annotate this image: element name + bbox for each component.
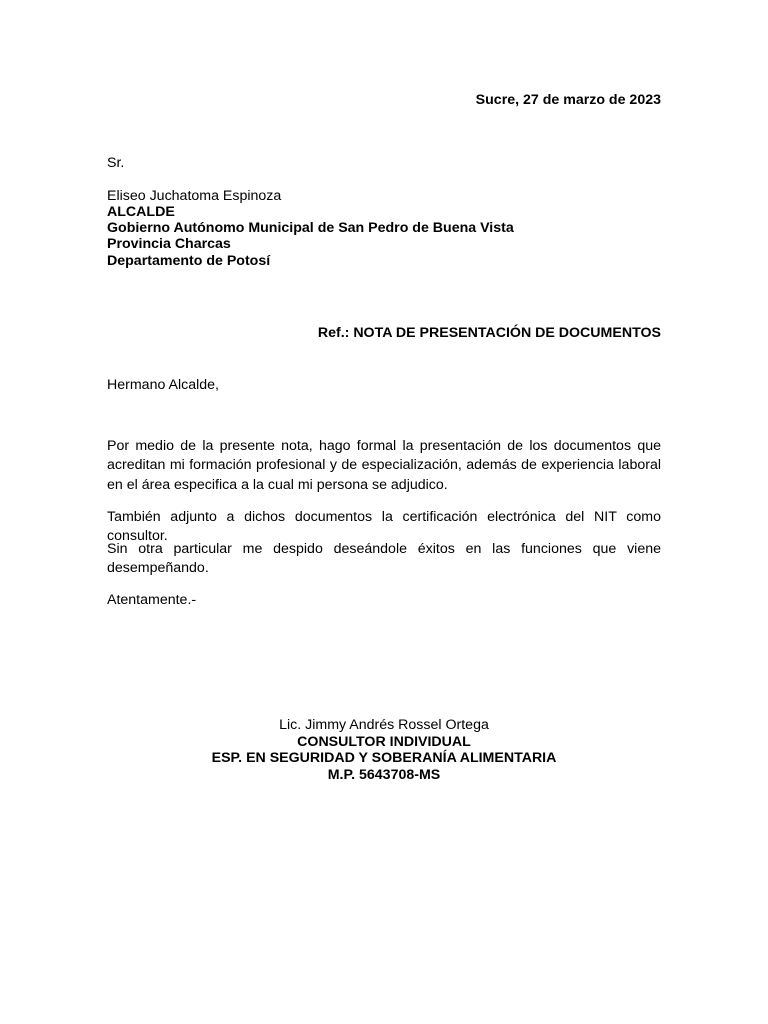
recipient-salutation-title: Sr. [107, 155, 125, 171]
signature-registration: M.P. 5643708-MS [327, 767, 441, 783]
closing: Atentamente.- [107, 592, 197, 608]
greeting: Hermano Alcalde, [107, 377, 219, 393]
body-paragraph-3: Sin otra particular me despido deseándole éxitos en las funciones que viene desempeñando. [107, 541, 661, 577]
recipient-position: ALCALDE [107, 204, 175, 220]
signature-name: Lic. Jimmy Andrés Rossel Ortega [279, 717, 489, 733]
letter-date: Sucre, 27 de marzo de 2023 [475, 92, 661, 108]
reference-line: Ref.: NOTA DE PRESENTACIÓN DE DOCUMENTOS [317, 325, 661, 341]
body-paragraph-2: También adjunto a dichos documentos la certificación electrónica del NIT como consultor. [107, 509, 661, 545]
recipient-name: Eliseo Juchatoma Espinoza [107, 188, 282, 204]
recipient-institution: Gobierno Autónomo Municipal de San Pedro de Buena Vista [107, 220, 514, 236]
signature-specialty: ESP. EN SEGURIDAD Y SOBERANÍA ALIMENTARIA [211, 750, 557, 766]
signature-title: CONSULTOR INDIVIDUAL [297, 734, 471, 750]
recipient-province: Provincia Charcas [107, 236, 231, 252]
body-paragraph-1: Por medio de la presente nota, hago formal la presentación de los documentos que acreditan mi formación profesional y de especialización, además de experiencia laboral en el área especifica a la cual mi persona se adjudico. [107, 438, 661, 493]
recipient-department: Departamento de Potosí [107, 253, 271, 269]
